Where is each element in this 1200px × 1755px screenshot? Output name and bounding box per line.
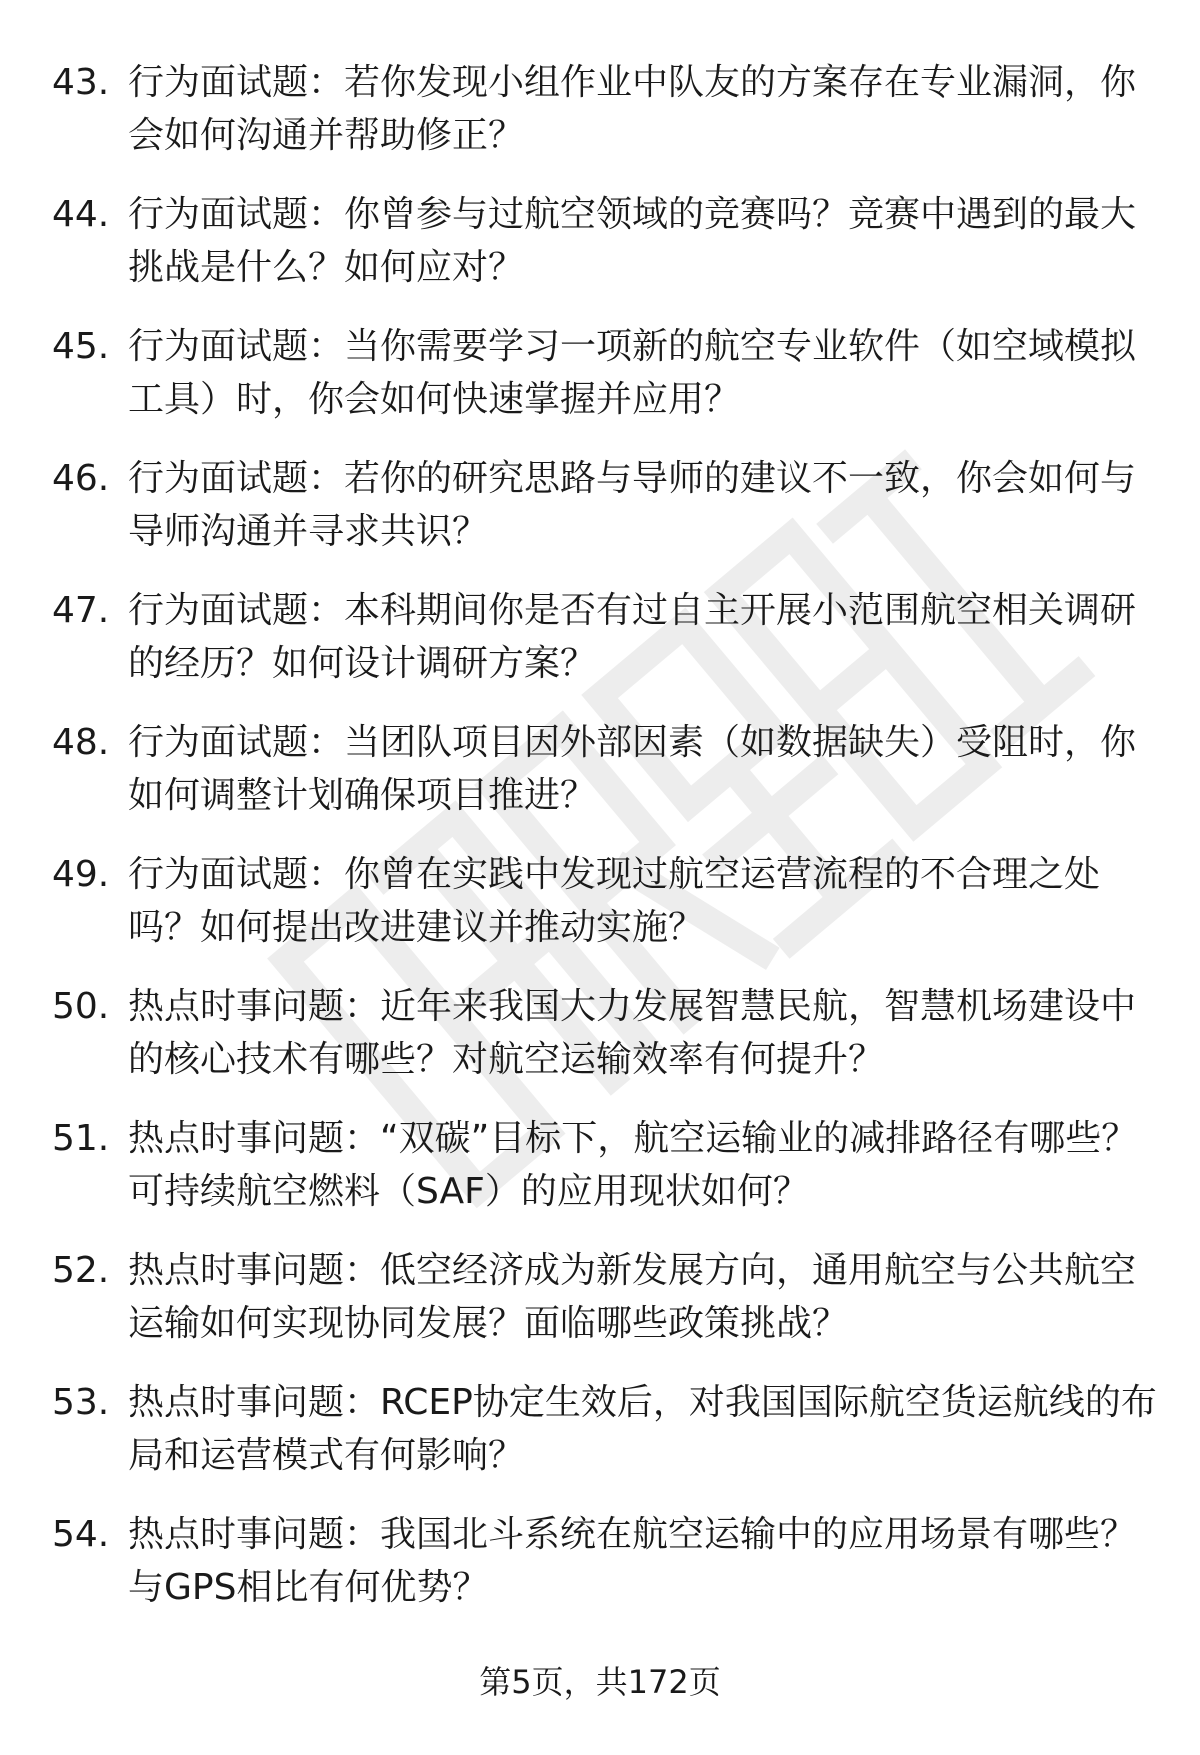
question-text: 热点时事问题：RCEP协定生效后，对我国国际航空货运航线的布局和运营模式有何影响？ [128,1382,1157,1476]
question-text: 行为面试题：你曾在实践中发现过航空运营流程的不合理之处吗？如何提出改进建议并推动实施？ [128,854,1101,948]
question-item [52,980,1162,1112]
question-item [52,1112,1162,1244]
question-text: 热点时事问题：我国北斗系统在航空运输中的应用场景有哪些？与GPS相比有何优势？ [128,1514,1137,1608]
question-item [52,56,1162,188]
question-item [52,716,1162,848]
question-number: 48. [52,722,110,763]
question-item [52,848,1162,980]
question-item [52,1508,1162,1640]
question-number: 44. [52,194,110,235]
question-text: 热点时事问题：“双碳”目标下，航空运输业的减排路径有哪些？可持续航空燃料（SAF）的应用现状如何？ [128,1118,1138,1212]
question-item [52,188,1162,320]
question-item [52,320,1162,452]
question-number: 52. [52,1250,110,1291]
question-text: 行为面试题：若你发现小组作业中队友的方案存在专业漏洞，你会如何沟通并帮助修正？ [128,62,1137,156]
question-number: 54. [52,1514,110,1555]
question-item [52,1376,1162,1508]
page-footer: 第5页，共172页 [479,1663,721,1701]
question-list [52,56,1162,1640]
question-number: 53. [52,1382,110,1423]
question-number: 43. [52,62,110,103]
question-text: 热点时事问题：近年来我国大力发展智慧民航，智慧机场建设中的核心技术有哪些？对航空运输效率有何提升？ [128,986,1137,1080]
question-text: 热点时事问题：低空经济成为新发展方向，通用航空与公共航空运输如何实现协同发展？面临哪些政策挑战？ [128,1250,1137,1344]
question-item [52,584,1162,716]
question-text: 行为面试题：当你需要学习一项新的航空专业软件（如空域模拟工具）时，你会如何快速掌握并应用？ [128,326,1137,420]
question-item [52,452,1162,584]
question-text: 行为面试题：若你的研究思路与导师的建议不一致，你会如何与导师沟通并寻求共识？ [128,458,1137,552]
question-text: 行为面试题：当团队项目因外部因素（如数据缺失）受阻时，你如何调整计划确保项目推进？ [128,722,1137,816]
question-number: 51. [52,1118,110,1159]
question-text: 行为面试题：你曾参与过航空领域的竞赛吗？竞赛中遇到的最大挑战是什么？如何应对？ [128,194,1137,288]
question-number: 46. [52,458,110,499]
question-number: 45. [52,326,110,367]
question-number: 47. [52,590,110,631]
question-number: 50. [52,986,110,1027]
question-item [52,1244,1162,1376]
question-number: 49. [52,854,110,895]
question-text: 行为面试题：本科期间你是否有过自主开展小范围航空相关调研的经历？如何设计调研方案？ [128,590,1137,684]
